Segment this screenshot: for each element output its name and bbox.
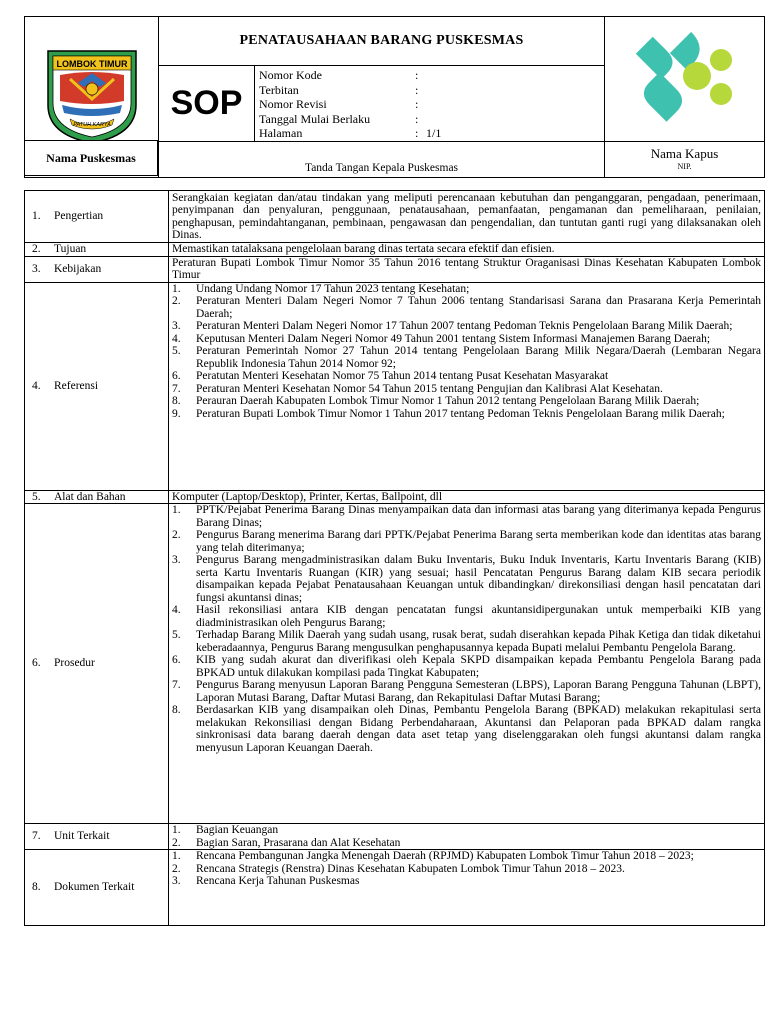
row-title: Referensi — [54, 379, 99, 392]
list-item — [172, 654, 761, 679]
list-item — [172, 333, 761, 346]
list-item-text: Berdasarkan KIB yang disampaikan oleh Dinas, Pembantu Pengelola Barang (BPKAD) melakukan rekapitulasi serta melakukan Rekonsiliasi dengan Bidang Perbendaharaan, Akuntansi dan Pelaporan pada BPKAD dalam rangka sinkronisasi data barang daerah dengan data aset tetap yang diselenggarakan oleh fungsi akuntansi dalam rangka menyusun Laporan Keuangan Daerah. — [196, 704, 761, 754]
list-item — [172, 629, 761, 654]
row-number: 2. — [32, 243, 41, 255]
list-item-text: KIB yang sudah akurat dan diverifikasi oleh Kepala SKPD disampaikan kepada Pembantu Pengelola Barang pada BPKAD untuk dilakukan kompilasi pada Tingkat Kabupaten; — [196, 654, 761, 679]
numbered-list — [172, 504, 761, 754]
list-item-text: Pengurus Barang mengadministrasikan dalam Buku Inventaris, Buku Induk Inventaris, Kartu Inventaris Barang (KIB) serta Kartu Inventaris Ruangan (KIR) yang sesuai; hasil Pencatatan Pengurus Barang dalam KIB secara periodik disampaikan kepada Pejabat Penatausahaan Keuangan untuk dibandingkan/ direkonsiliasi dengan hasil pencatatan dari fungsi akuntansi dinas; — [196, 554, 761, 604]
row-title: Prosedur — [54, 657, 95, 670]
list-item-text: Hasil rekonsiliasi antara KIB dengan pencatatan fungsi akuntansidipergunakan untuk memperbaiki KIB yang diadministrasikan oleh Pengurus Barang; — [196, 604, 761, 629]
list-item-number: 2. — [172, 862, 181, 875]
list-item-text: Pengurus Barang menyusun Laporan Barang Pengguna Semesteran (LBPS), Laporan Barang Pengguna Tahunan (LBPT), Laporan Mutasi Barang, Daftar Mutasi Barang, dan Rekapitulasi Daftar Mutasi Barang; — [196, 679, 761, 704]
lombok-timur-crest-icon — [40, 43, 144, 147]
list-item — [172, 320, 761, 333]
list-item-number: 4. — [172, 332, 181, 345]
list-item-text: Peraturan Menteri Dalam Negeri Nomor 7 Tahun 2006 tentang Standarisasi Sarana dan Prasarana Kerja Pemerintah Daerah; — [196, 295, 761, 320]
list-item — [172, 824, 761, 837]
row-content — [169, 490, 765, 504]
list-item — [172, 295, 761, 320]
row-number: 6. — [32, 657, 41, 670]
numbered-list — [172, 824, 761, 849]
list-item-number: 2. — [172, 836, 181, 849]
sop-row — [25, 490, 765, 504]
row-content — [169, 191, 765, 243]
row-content — [169, 504, 765, 824]
list-item-text: Bagian Keuangan — [196, 824, 279, 836]
row-label — [25, 504, 169, 824]
row-title: Kebijakan — [54, 262, 102, 275]
list-item-text: Peraturan Bupati Lombok Timur Nomor 1 Tahun 2017 tentang Pedoman Teknis Pengelolaan Barang milik Daerah; — [196, 407, 725, 420]
list-item-text: Peraturan Menteri Kesehatan Nomor 54 Tahun 2015 tentang Pengujian dan Kalibrasi Alat Kesehatan. — [196, 382, 663, 395]
sop-label: SOP — [159, 66, 255, 141]
row-number: 4. — [32, 379, 41, 392]
list-item — [172, 408, 761, 421]
row-content — [169, 850, 765, 926]
list-item-text: Peraturan Menteri Dalam Negeri Nomor 17 Tahun 2007 tentang Pedoman Teknis Pengelolaan Barang Milik Daerah; — [196, 320, 733, 332]
kepala-puskesmas-name: Nama Kapus NIP. — [605, 142, 765, 178]
list-item — [172, 345, 761, 370]
list-item-number: 1. — [172, 824, 181, 836]
list-item-number: 4. — [172, 604, 181, 616]
row-label — [25, 256, 169, 282]
row-title: Alat dan Bahan — [54, 490, 126, 503]
list-item-text: Peratutan Menteri Kesehatan Nomor 75 Tahun 2014 tentang Pusat Kesehatan Masyarakat — [196, 370, 609, 382]
meta-row: Halaman : 1/1 — [259, 126, 442, 140]
row-content — [169, 243, 765, 257]
list-item-number: 6. — [172, 654, 181, 666]
list-item — [172, 283, 761, 296]
list-item-number: 2. — [172, 295, 181, 307]
puskesmas-name: Nama Puskesmas — [24, 140, 158, 176]
list-item-text: Rencana Pembangunan Jangka Menengah Daerah (RPJMD) Kabupaten Lombok Timur Tahun 2018 – 2023; — [196, 850, 694, 862]
list-item — [172, 529, 761, 554]
list-item-number: 1. — [172, 504, 181, 516]
list-item — [172, 383, 761, 396]
list-item — [172, 504, 761, 529]
sop-meta-block — [255, 66, 604, 141]
meta-row: Tanggal Mulai Berlaku : — [259, 111, 419, 126]
sop-row — [25, 243, 765, 257]
list-item-text: Terhadap Barang Milik Daerah yang sudah usang, rusak berat, sudah diserahkan kepada Pihak Ketiga dan tidak diketahui keberadaannya, Pengurus Barang mengusulkan penghapusannya kepada Bupati melalui Pembantu Pengelola Barang. — [196, 629, 761, 654]
list-item — [172, 370, 761, 383]
row-text: Peraturan Bupati Lombok Timur Nomor 35 Tahun 2016 tentang Struktur Oraganisasi Dinas Kesehatan Kabupaten Lombok Timur — [172, 256, 761, 281]
list-item — [172, 863, 761, 876]
crest-top-text: LOMBOK TIMUR — [56, 58, 127, 69]
list-item-number: 6. — [172, 370, 181, 382]
sop-content-table — [24, 190, 765, 926]
row-text: Serangkaian kegiatan dan/atau tindakan yang meliputi perencanaan kebutuhan dan penganggaran, pengadaan, penerimaan, penyimpanan dan penyaluran, penggunaan, penatausahaan, pemanfaatan, pengamanan dan pemeliharaan, penilaian, penghapusan, pemindahtanganan, pembinaan, pengawasan dan pengendalian, dan tuntutan ganti rugi yang dilaksanakan oleh Dinas. — [172, 191, 761, 241]
signature-label: Tanda Tangan Kepala Puskesmas — [159, 142, 605, 178]
list-item-number: 3. — [172, 875, 181, 887]
puskesmas-logo-cell — [605, 17, 765, 142]
list-item-number: 9. — [172, 407, 181, 420]
list-item-number: 8. — [172, 704, 181, 716]
row-content — [169, 282, 765, 490]
row-number: 5. — [32, 490, 41, 503]
meta-row: Nomor Revisi : — [259, 97, 419, 111]
list-item-text: Pengurus Barang menerima Barang dari PPTK/Pejabat Penerima Barang serta memberikan kode dan identitas atas barang yang telah diterimanya; — [196, 529, 761, 554]
list-item-number: 7. — [172, 382, 181, 395]
row-title: Pengertian — [54, 210, 104, 223]
list-item — [172, 875, 761, 888]
list-item-number: 5. — [172, 629, 181, 641]
row-title: Tujuan — [54, 243, 87, 255]
list-item — [172, 604, 761, 629]
row-label — [25, 282, 169, 490]
meta-row: Terbitan : — [259, 82, 419, 97]
row-number: 7. — [32, 830, 41, 843]
row-label — [25, 191, 169, 243]
row-text: Komputer (Laptop/Desktop), Printer, Kertas, Ballpoint, dll — [172, 490, 443, 503]
list-item-text: Bagian Saran, Prasarana dan Alat Kesehatan — [196, 836, 401, 849]
puskesmas-logo-icon — [625, 32, 745, 122]
row-label — [25, 824, 169, 850]
row-content — [169, 256, 765, 282]
list-item — [172, 679, 761, 704]
list-item-number: 8. — [172, 395, 181, 407]
row-title: Dokumen Terkait — [54, 881, 135, 894]
crest-bottom-text: PATUH KARYA — [72, 121, 111, 128]
list-item-text: PPTK/Pejabat Penerima Barang Dinas menyampaikan data dan informasi atas barang yang diterimanya kepada Pengurus Barang Dinas; — [196, 504, 761, 529]
numbered-list — [172, 283, 761, 421]
title-and-meta-cell — [159, 17, 605, 142]
row-number: 1. — [32, 210, 41, 223]
list-item-number: 3. — [172, 320, 181, 332]
list-item-number: 5. — [172, 345, 181, 357]
row-text: Memastikan tatalaksana pengelolaan barang dinas tertata secara efektif dan efisien. — [172, 243, 555, 255]
list-item-text: Keputusan Menteri Dalam Negeri Nomor 49 Tahun 2001 tentang Sistem Informasi Manajemen Barang Daerah; — [196, 332, 711, 345]
list-item-number: 7. — [172, 679, 181, 691]
sop-row — [25, 191, 765, 243]
sop-row — [25, 256, 765, 282]
sop-row — [25, 824, 765, 850]
row-number: 8. — [32, 881, 41, 894]
row-number: 3. — [32, 262, 41, 275]
list-item-number: 1. — [172, 282, 181, 295]
list-item-text: Peraturan Pemerintah Nomor 27 Tahun 2014 tentang Pengelolaan Barang Milik Negara/Daerah (Lembaran Negara Republik Indonesia Tahun 2014 Nomor 92; — [196, 345, 761, 370]
list-item-text: Perauran Daerah Kabupaten Lombok Timur Nomor 1 Tahun 2012 tentang Pengelolaan Barang Milik Daerah; — [196, 395, 700, 407]
list-item — [172, 395, 761, 408]
list-item — [172, 554, 761, 604]
sop-row — [25, 504, 765, 824]
row-label — [25, 490, 169, 504]
list-item-number: 1. — [172, 850, 181, 862]
list-item-text: Rencana Strategis (Renstra) Dinas Kesehatan Kabupaten Lombok Timur Tahun 2018 – 2023. — [196, 862, 625, 875]
row-content — [169, 824, 765, 850]
row-label — [25, 243, 169, 257]
list-item — [172, 837, 761, 850]
list-item — [172, 850, 761, 863]
row-label — [25, 850, 169, 926]
sop-row — [25, 850, 765, 926]
row-title: Unit Terkait — [54, 830, 110, 843]
sop-row — [25, 282, 765, 490]
list-item — [172, 704, 761, 754]
list-item-text: Undang Undang Nomor 17 Tahun 2023 tentang Kesehatan; — [196, 282, 470, 295]
list-item-number: 2. — [172, 529, 181, 541]
document-title: PENATAUSAHAAN BARANG PUSKESMAS — [159, 17, 604, 66]
list-item-number: 3. — [172, 554, 181, 566]
list-item-text: Rencana Kerja Tahunan Puskesmas — [196, 875, 360, 887]
meta-row: Nomor Kode : — [259, 68, 419, 82]
numbered-list — [172, 850, 761, 888]
